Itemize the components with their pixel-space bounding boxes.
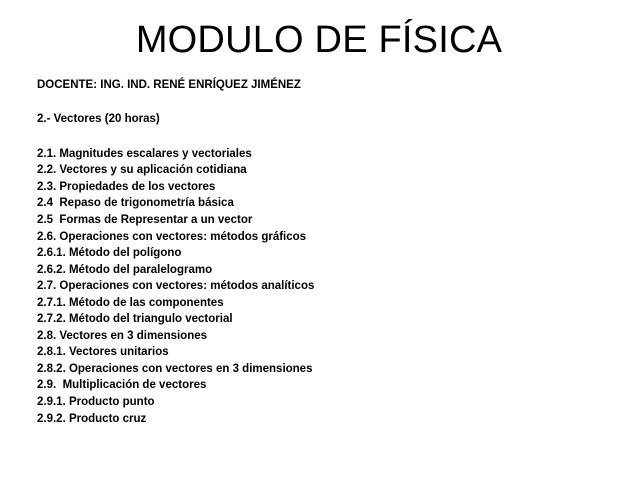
topic-item: 2.2. Vectores y su aplicación cotidiana <box>37 164 247 177</box>
topic-item: 2.8.2. Operaciones con vectores en 3 dimensiones <box>37 362 313 375</box>
topic-item: 2.8. Vectores en 3 dimensiones <box>37 329 208 342</box>
spacer <box>37 93 617 111</box>
topic-list <box>37 146 617 427</box>
topic-item: 2.5 Formas de Representar a un vector <box>37 213 253 226</box>
topic-item: 2.7. Operaciones con vectores: métodos analíticos <box>37 280 315 293</box>
teacher-line: DOCENTE: ING. IND. RENÉ ENRÍQUEZ JIMÉNEZ <box>37 79 301 91</box>
topic-item: 2.7.1. Método de las componentes <box>37 296 224 309</box>
topic-item: 2.4 Repaso de trigonometría básica <box>37 197 234 210</box>
topic-item: 2.9.1. Producto punto <box>37 395 155 408</box>
topic-item: 2.6.2. Método del paralelogramo <box>37 263 213 276</box>
topic-item: 2.9.2. Producto cruz <box>37 412 147 425</box>
unit-heading: 2.- Vectores (20 horas) <box>37 113 160 126</box>
spacer <box>37 128 617 146</box>
slide-title: MODULO DE FÍSICA <box>135 19 503 61</box>
topic-item: 2.6.1. Método del polígono <box>37 247 182 260</box>
topic-item: 2.9. Multiplicación de vectores <box>37 379 207 392</box>
slide-body <box>37 77 617 427</box>
topic-item: 2.7.2. Método del triangulo vectorial <box>37 313 233 326</box>
topic-item: 2.1. Magnitudes escalares y vectoriales <box>37 147 252 160</box>
topic-item: 2.3. Propiedades de los vectores <box>37 180 216 193</box>
topic-item: 2.8.1. Vectores unitarios <box>37 346 169 359</box>
topic-item: 2.6. Operaciones con vectores: métodos gráficos <box>37 230 307 243</box>
